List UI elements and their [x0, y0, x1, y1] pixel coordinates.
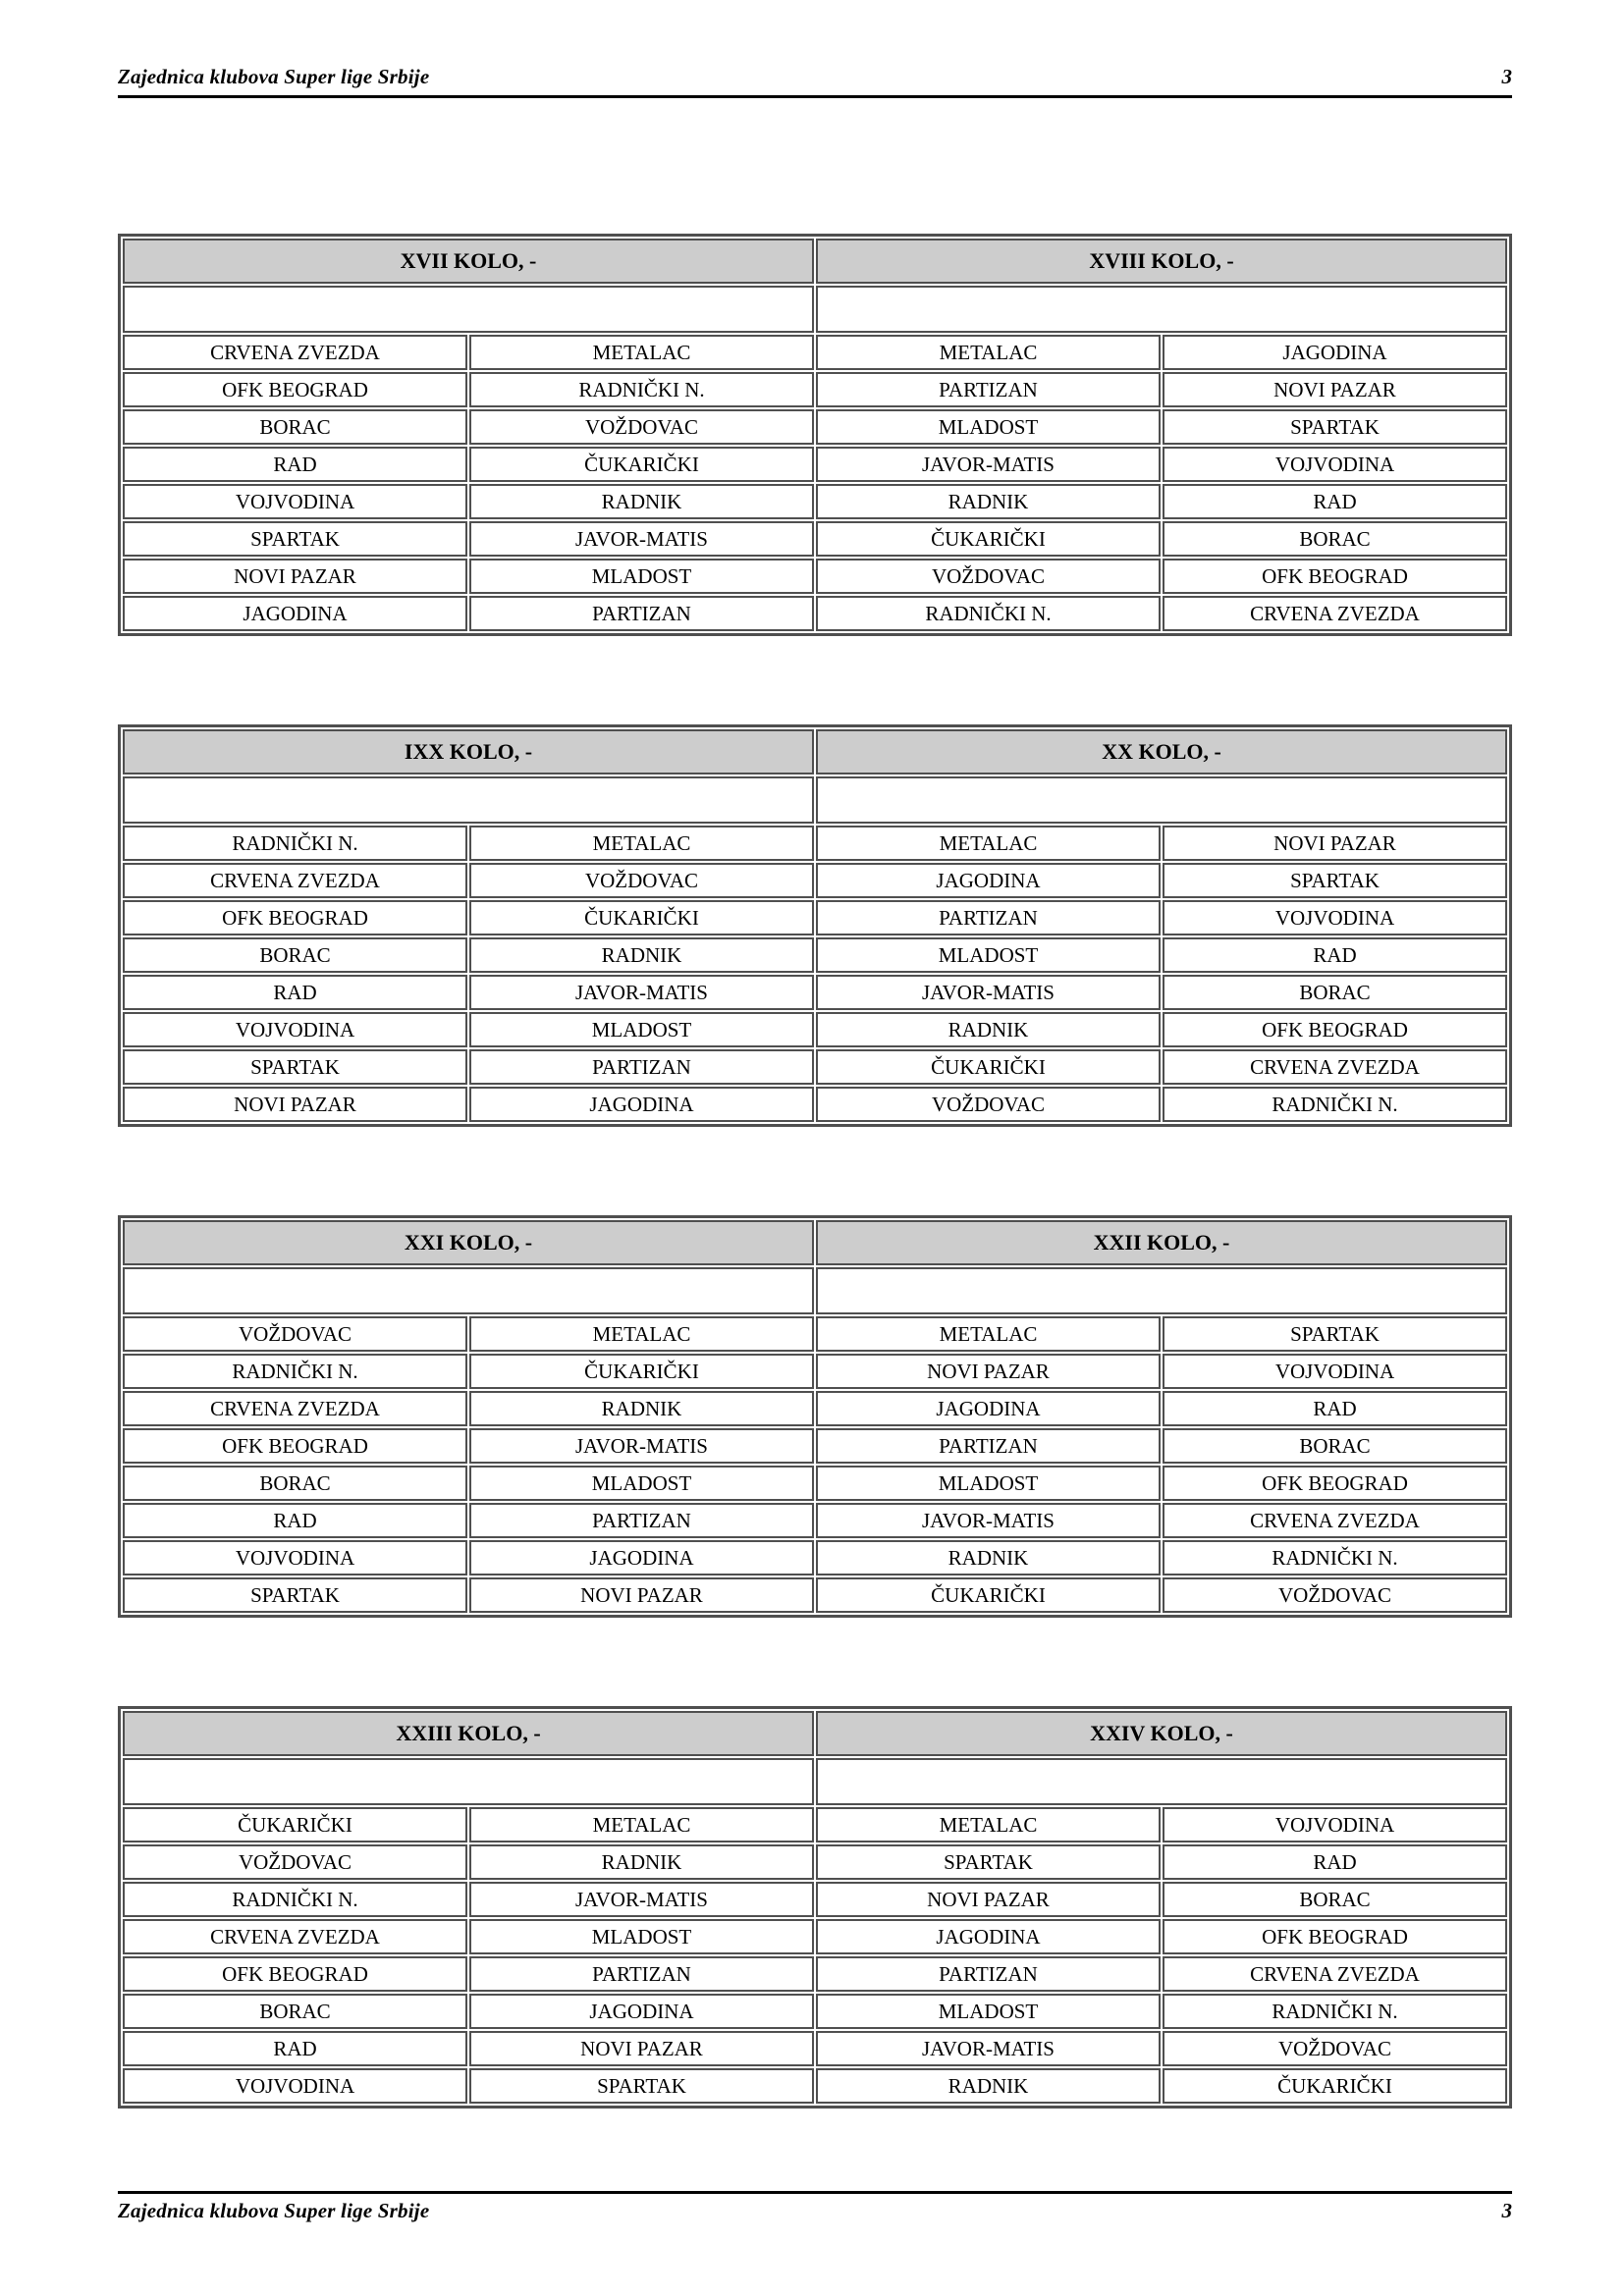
home-team-cell: JAGODINA	[816, 863, 1161, 898]
match-row	[123, 1844, 1507, 1880]
home-team-cell: METALAC	[816, 335, 1161, 370]
match-row	[123, 447, 1507, 482]
home-team-cell: OFK BEOGRAD	[123, 900, 467, 935]
away-team-cell: JAVOR-MATIS	[469, 521, 814, 557]
home-team-cell: MLADOST	[816, 1994, 1161, 2029]
match-row	[123, 826, 1507, 861]
match-row	[123, 1994, 1507, 2029]
home-team-cell: RAD	[123, 1503, 467, 1538]
round-header-row	[123, 729, 1507, 774]
fixtures-container	[118, 234, 1512, 2197]
round-title: XXIII KOLO, -	[123, 1711, 814, 1756]
match-row	[123, 1577, 1507, 1613]
home-team-cell: ČUKARIČKI	[816, 521, 1161, 557]
home-team-cell: JAVOR-MATIS	[816, 1503, 1161, 1538]
home-team-cell: SPARTAK	[816, 1844, 1161, 1880]
away-team-cell: VOŽDOVAC	[1163, 2031, 1507, 2066]
round-title: XVII KOLO, -	[123, 239, 814, 284]
fixture-block-xvii-xviii	[118, 234, 1512, 636]
away-team-cell: PARTIZAN	[469, 596, 814, 631]
away-team-cell: OFK BEOGRAD	[1163, 1919, 1507, 1954]
away-team-cell: SPARTAK	[469, 2068, 814, 2104]
page-header	[118, 65, 1512, 98]
home-team-cell: CRVENA ZVEZDA	[123, 1391, 467, 1426]
home-team-cell: JAVOR-MATIS	[816, 975, 1161, 1010]
match-row	[123, 1919, 1507, 1954]
away-team-cell: NOVI PAZAR	[469, 1577, 814, 1613]
home-team-cell: MLADOST	[816, 1466, 1161, 1501]
away-team-cell: CRVENA ZVEZDA	[1163, 1503, 1507, 1538]
home-team-cell: VOJVODINA	[123, 1012, 467, 1047]
home-team-cell: SPARTAK	[123, 1049, 467, 1085]
away-team-cell: CRVENA ZVEZDA	[1163, 1049, 1507, 1085]
home-team-cell: NOVI PAZAR	[123, 1087, 467, 1122]
home-team-cell: NOVI PAZAR	[816, 1882, 1161, 1917]
round-title: IXX KOLO, -	[123, 729, 814, 774]
away-team-cell: BORAC	[1163, 1428, 1507, 1464]
home-team-cell: VOŽDOVAC	[816, 559, 1161, 594]
round-title: XXII KOLO, -	[816, 1220, 1507, 1265]
home-team-cell: METALAC	[816, 1807, 1161, 1842]
match-row	[123, 1540, 1507, 1575]
home-team-cell: VOJVODINA	[123, 2068, 467, 2104]
home-team-cell: NOVI PAZAR	[816, 1354, 1161, 1389]
match-row	[123, 1882, 1507, 1917]
home-team-cell: PARTIZAN	[816, 1956, 1161, 1992]
away-team-cell: JAGODINA	[469, 1540, 814, 1575]
away-team-cell: RADNIK	[469, 1844, 814, 1880]
spacer-row	[123, 1267, 1507, 1314]
away-team-cell: METALAC	[469, 1316, 814, 1352]
home-team-cell: SPARTAK	[123, 521, 467, 557]
away-team-cell: MLADOST	[469, 1919, 814, 1954]
away-team-cell: JAVOR-MATIS	[469, 975, 814, 1010]
away-team-cell: RAD	[1163, 1844, 1507, 1880]
home-team-cell: BORAC	[123, 1466, 467, 1501]
home-team-cell: JAVOR-MATIS	[816, 447, 1161, 482]
home-team-cell: OFK BEOGRAD	[123, 1428, 467, 1464]
home-team-cell: CRVENA ZVEZDA	[123, 1919, 467, 1954]
home-team-cell: OFK BEOGRAD	[123, 1956, 467, 1992]
away-team-cell: VOŽDOVAC	[1163, 1577, 1507, 1613]
match-row	[123, 521, 1507, 557]
spacer-cell	[816, 1267, 1507, 1314]
away-team-cell: CRVENA ZVEZDA	[1163, 1956, 1507, 1992]
away-team-cell: JAVOR-MATIS	[469, 1428, 814, 1464]
match-row	[123, 1428, 1507, 1464]
home-team-cell: RADNIK	[816, 1540, 1161, 1575]
match-row	[123, 937, 1507, 973]
home-team-cell: VOŽDOVAC	[816, 1087, 1161, 1122]
away-team-cell: OFK BEOGRAD	[1163, 1012, 1507, 1047]
home-team-cell: RADNIČKI N.	[123, 826, 467, 861]
match-row	[123, 1807, 1507, 1842]
match-row	[123, 559, 1507, 594]
away-team-cell: SPARTAK	[1163, 409, 1507, 445]
spacer-row	[123, 776, 1507, 824]
away-team-cell: RADNIČKI N.	[469, 372, 814, 407]
away-team-cell: RADNIČKI N.	[1163, 1540, 1507, 1575]
away-team-cell: JAGODINA	[1163, 335, 1507, 370]
away-team-cell: ČUKARIČKI	[469, 1354, 814, 1389]
away-team-cell: OFK BEOGRAD	[1163, 559, 1507, 594]
away-team-cell: BORAC	[1163, 1882, 1507, 1917]
spacer-cell	[123, 1267, 814, 1314]
spacer-cell	[816, 776, 1507, 824]
fixture-table	[118, 1215, 1512, 1618]
home-team-cell: SPARTAK	[123, 1577, 467, 1613]
away-team-cell: RADNIK	[469, 1391, 814, 1426]
round-title: XXIV KOLO, -	[816, 1711, 1507, 1756]
match-row	[123, 409, 1507, 445]
round-title: XXI KOLO, -	[123, 1220, 814, 1265]
round-header-row	[123, 1711, 1507, 1756]
away-team-cell: METALAC	[469, 1807, 814, 1842]
home-team-cell: RADNIČKI N.	[123, 1882, 467, 1917]
home-team-cell: RADNIK	[816, 1012, 1161, 1047]
fixture-table	[118, 1706, 1512, 2109]
home-team-cell: BORAC	[123, 937, 467, 973]
home-team-cell: ČUKARIČKI	[816, 1577, 1161, 1613]
spacer-cell	[123, 286, 814, 333]
away-team-cell: SPARTAK	[1163, 1316, 1507, 1352]
match-row	[123, 1391, 1507, 1426]
home-team-cell: BORAC	[123, 1994, 467, 2029]
home-team-cell: ČUKARIČKI	[816, 1049, 1161, 1085]
spacer-cell	[123, 776, 814, 824]
match-row	[123, 975, 1507, 1010]
match-row	[123, 335, 1507, 370]
round-header-row	[123, 1220, 1507, 1265]
fixture-table	[118, 234, 1512, 636]
match-row	[123, 484, 1507, 519]
away-team-cell: RADNIČKI N.	[1163, 1994, 1507, 2029]
round-title: XVIII KOLO, -	[816, 239, 1507, 284]
round-header-row	[123, 239, 1507, 284]
away-team-cell: JAGODINA	[469, 1087, 814, 1122]
home-team-cell: METALAC	[816, 1316, 1161, 1352]
away-team-cell: VOJVODINA	[1163, 1807, 1507, 1842]
away-team-cell: METALAC	[469, 335, 814, 370]
home-team-cell: PARTIZAN	[816, 372, 1161, 407]
home-team-cell: NOVI PAZAR	[123, 559, 467, 594]
match-row	[123, 2068, 1507, 2104]
away-team-cell: VOJVODINA	[1163, 1354, 1507, 1389]
home-team-cell: JAGODINA	[816, 1919, 1161, 1954]
match-row	[123, 1956, 1507, 1992]
away-team-cell: MLADOST	[469, 1466, 814, 1501]
away-team-cell: PARTIZAN	[469, 1503, 814, 1538]
away-team-cell: RAD	[1163, 937, 1507, 973]
home-team-cell: VOJVODINA	[123, 1540, 467, 1575]
home-team-cell: MLADOST	[816, 937, 1161, 973]
away-team-cell: NOVI PAZAR	[1163, 826, 1507, 861]
home-team-cell: RAD	[123, 447, 467, 482]
header-title: Zajednica klubova Super lige Srbije	[118, 65, 430, 88]
match-row	[123, 1012, 1507, 1047]
home-team-cell: RADNIK	[816, 484, 1161, 519]
match-row	[123, 1503, 1507, 1538]
away-team-cell: RAD	[1163, 484, 1507, 519]
home-team-cell: RAD	[123, 2031, 467, 2066]
round-title: XX KOLO, -	[816, 729, 1507, 774]
home-team-cell: JAGODINA	[816, 1391, 1161, 1426]
away-team-cell: PARTIZAN	[469, 1049, 814, 1085]
home-team-cell: VOJVODINA	[123, 484, 467, 519]
spacer-cell	[816, 286, 1507, 333]
spacer-cell	[816, 1758, 1507, 1805]
home-team-cell: BORAC	[123, 409, 467, 445]
fixture-block-xxiii-xxiv	[118, 1706, 1512, 2109]
home-team-cell: RADNIK	[816, 2068, 1161, 2104]
footer-page-number: 3	[1501, 2199, 1512, 2222]
away-team-cell: MLADOST	[469, 1012, 814, 1047]
away-team-cell: NOVI PAZAR	[469, 2031, 814, 2066]
home-team-cell: VOŽDOVAC	[123, 1844, 467, 1880]
fixture-table	[118, 724, 1512, 1127]
match-row	[123, 863, 1507, 898]
home-team-cell: VOŽDOVAC	[123, 1316, 467, 1352]
home-team-cell: JAVOR-MATIS	[816, 2031, 1161, 2066]
away-team-cell: RADNIK	[469, 484, 814, 519]
header-page-number: 3	[1501, 65, 1512, 88]
away-team-cell: ČUKARIČKI	[469, 900, 814, 935]
fixture-block-ixx-xx	[118, 724, 1512, 1127]
away-team-cell: CRVENA ZVEZDA	[1163, 596, 1507, 631]
match-row	[123, 1316, 1507, 1352]
away-team-cell: ČUKARIČKI	[469, 447, 814, 482]
away-team-cell: NOVI PAZAR	[1163, 372, 1507, 407]
match-row	[123, 596, 1507, 631]
away-team-cell: BORAC	[1163, 521, 1507, 557]
home-team-cell: METALAC	[816, 826, 1161, 861]
match-row	[123, 900, 1507, 935]
home-team-cell: RAD	[123, 975, 467, 1010]
match-row	[123, 2031, 1507, 2066]
away-team-cell: RADNIK	[469, 937, 814, 973]
away-team-cell: SPARTAK	[1163, 863, 1507, 898]
home-team-cell: OFK BEOGRAD	[123, 372, 467, 407]
home-team-cell: MLADOST	[816, 409, 1161, 445]
fixture-block-xxi-xxii	[118, 1215, 1512, 1618]
away-team-cell: PARTIZAN	[469, 1956, 814, 1992]
away-team-cell: VOJVODINA	[1163, 900, 1507, 935]
footer-title: Zajednica klubova Super lige Srbije	[118, 2199, 430, 2222]
match-row	[123, 1087, 1507, 1122]
away-team-cell: VOŽDOVAC	[469, 863, 814, 898]
spacer-cell	[123, 1758, 814, 1805]
away-team-cell: JAVOR-MATIS	[469, 1882, 814, 1917]
away-team-cell: JAGODINA	[469, 1994, 814, 2029]
match-row	[123, 372, 1507, 407]
away-team-cell: BORAC	[1163, 975, 1507, 1010]
match-row	[123, 1466, 1507, 1501]
page-footer	[118, 2191, 1512, 2223]
home-team-cell: PARTIZAN	[816, 900, 1161, 935]
away-team-cell: RAD	[1163, 1391, 1507, 1426]
away-team-cell: MLADOST	[469, 559, 814, 594]
away-team-cell: OFK BEOGRAD	[1163, 1466, 1507, 1501]
away-team-cell: VOŽDOVAC	[469, 409, 814, 445]
spacer-row	[123, 1758, 1507, 1805]
home-team-cell: PARTIZAN	[816, 1428, 1161, 1464]
away-team-cell: ČUKARIČKI	[1163, 2068, 1507, 2104]
home-team-cell: JAGODINA	[123, 596, 467, 631]
home-team-cell: CRVENA ZVEZDA	[123, 863, 467, 898]
home-team-cell: CRVENA ZVEZDA	[123, 335, 467, 370]
spacer-row	[123, 286, 1507, 333]
away-team-cell: METALAC	[469, 826, 814, 861]
away-team-cell: VOJVODINA	[1163, 447, 1507, 482]
home-team-cell: RADNIČKI N.	[816, 596, 1161, 631]
match-row	[123, 1049, 1507, 1085]
home-team-cell: ČUKARIČKI	[123, 1807, 467, 1842]
home-team-cell: RADNIČKI N.	[123, 1354, 467, 1389]
match-row	[123, 1354, 1507, 1389]
away-team-cell: RADNIČKI N.	[1163, 1087, 1507, 1122]
